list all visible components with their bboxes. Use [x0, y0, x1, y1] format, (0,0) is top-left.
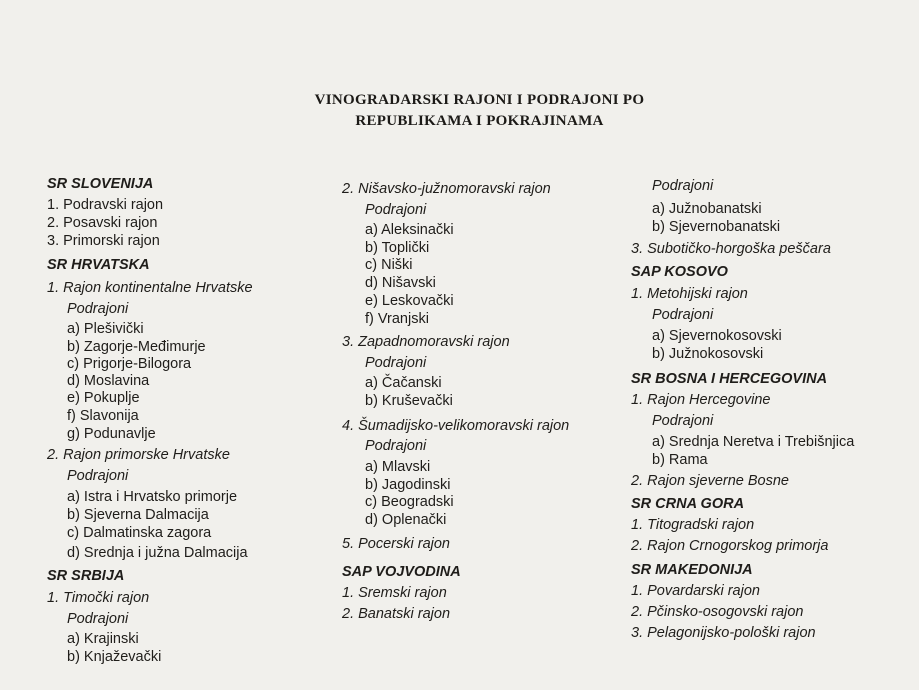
- subregion-item: a) Srednja Neretva i Trebišnjica: [652, 434, 855, 450]
- section-heading: SR MAKEDONIJA: [631, 562, 753, 578]
- subregion-item: a) Mlavski: [365, 459, 431, 475]
- section-heading: SR CRNA GORA: [631, 496, 745, 512]
- section-heading: SR BOSNA I HERCEGOVINA: [631, 371, 828, 387]
- region-or-label: Podrajoni: [67, 301, 129, 317]
- subregion-item: d) Nišavski: [365, 275, 436, 291]
- subregion-item: f) Vranjski: [365, 311, 429, 327]
- section-heading: SR SLOVENIJA: [47, 176, 154, 192]
- section-heading: SR SRBIJA: [47, 568, 125, 584]
- region-or-label: 1. Metohijski rajon: [631, 286, 748, 302]
- section-heading: SR HRVATSKA: [47, 257, 150, 273]
- subregion-item: d) Oplenački: [365, 512, 447, 528]
- subregion-item: a) Čačanski: [365, 375, 442, 391]
- subregion-item: d) Srednja i južna Dalmacija: [67, 545, 248, 561]
- region-or-label: 1. Sremski rajon: [342, 585, 447, 601]
- subregion-item: b) Knjaževački: [67, 649, 162, 665]
- section-heading: SAP VOJVODINA: [342, 564, 461, 580]
- region-or-label: Podrajoni: [365, 355, 427, 371]
- subregion-item: b) Rama: [652, 452, 708, 468]
- subregion-item: 3. Primorski rajon: [47, 233, 160, 249]
- region-or-label: 3. Subotičko-horgoška peščara: [631, 241, 831, 257]
- region-or-label: 2. Pčinsko-osogovski rajon: [631, 604, 804, 620]
- subregion-item: e) Pokuplje: [67, 390, 140, 406]
- region-or-label: Podrajoni: [652, 413, 714, 429]
- subregion-item: a) Krajinski: [67, 631, 139, 647]
- region-or-label: Podrajoni: [67, 611, 129, 627]
- subregion-item: f) Slavonija: [67, 408, 139, 424]
- subregion-item: c) Beogradski: [365, 494, 454, 510]
- subregion-item: b) Zagorje-Međimurje: [67, 339, 206, 355]
- subregion-item: d) Moslavina: [67, 373, 150, 389]
- region-or-label: 1. Titogradski rajon: [631, 517, 755, 533]
- subregion-item: c) Prigorje-Bilogora: [67, 356, 192, 372]
- subregion-item: c) Dalmatinska zagora: [67, 525, 212, 541]
- subregion-item: a) Južnobanatski: [652, 201, 762, 217]
- region-or-label: 1. Povardarski rajon: [631, 583, 760, 599]
- subregion-item: e) Leskovački: [365, 293, 454, 309]
- subregion-item: b) Sjevernobanatski: [652, 219, 781, 235]
- region-or-label: Podrajoni: [365, 438, 427, 454]
- region-or-label: 1. Rajon Hercegovine: [631, 392, 771, 408]
- region-or-label: Podrajoni: [365, 202, 427, 218]
- section-heading: SAP KOSOVO: [631, 264, 728, 280]
- region-or-label: 2. Rajon sjeverne Bosne: [631, 473, 789, 489]
- region-or-label: 2. Banatski rajon: [342, 606, 451, 622]
- subregion-item: c) Niški: [365, 257, 413, 273]
- subregion-item: 1. Podravski rajon: [47, 197, 164, 213]
- page-title-line-1: VINOGRADARSKI RAJONI I PODRAJONI PO: [314, 92, 645, 108]
- subregion-item: b) Sjeverna Dalmacija: [67, 507, 209, 523]
- region-or-label: 2. Rajon primorske Hrvatske: [47, 447, 230, 463]
- region-or-label: 1. Rajon kontinentalne Hrvatske: [47, 280, 253, 296]
- region-or-label: 2. Nišavsko-južnomoravski rajon: [342, 181, 551, 197]
- subregion-item: a) Plešivički: [67, 321, 144, 337]
- subregion-item: a) Aleksinački: [365, 222, 454, 238]
- page-title-line-2: REPUBLIKAMA I POKRAJINAMA: [355, 113, 604, 129]
- subregion-item: a) Sjevernokosovski: [652, 328, 782, 344]
- subregion-item: 2. Posavski rajon: [47, 215, 158, 231]
- region-or-label: 5. Pocerski rajon: [342, 536, 450, 552]
- subregion-item: b) Kruševački: [365, 393, 453, 409]
- region-or-label: 2. Rajon Crnogorskog primorja: [631, 538, 829, 554]
- region-or-label: 3. Pelagonijsko-pološki rajon: [631, 625, 816, 641]
- region-or-label: 1. Timočki rajon: [47, 590, 150, 606]
- subregion-item: b) Toplički: [365, 240, 430, 256]
- subregion-item: g) Podunavlje: [67, 426, 156, 442]
- region-or-label: 4. Šumadijsko-velikomoravski rajon: [342, 418, 570, 434]
- region-or-label: Podrajoni: [652, 307, 714, 323]
- subregion-item: a) Istra i Hrvatsko primorje: [67, 489, 238, 505]
- region-or-label: 3. Zapadnomoravski rajon: [342, 334, 510, 350]
- subregion-item: b) Južnokosovski: [652, 346, 764, 362]
- subregion-item: b) Jagodinski: [365, 477, 451, 493]
- region-or-label: Podrajoni: [652, 178, 714, 194]
- region-or-label: Podrajoni: [67, 468, 129, 484]
